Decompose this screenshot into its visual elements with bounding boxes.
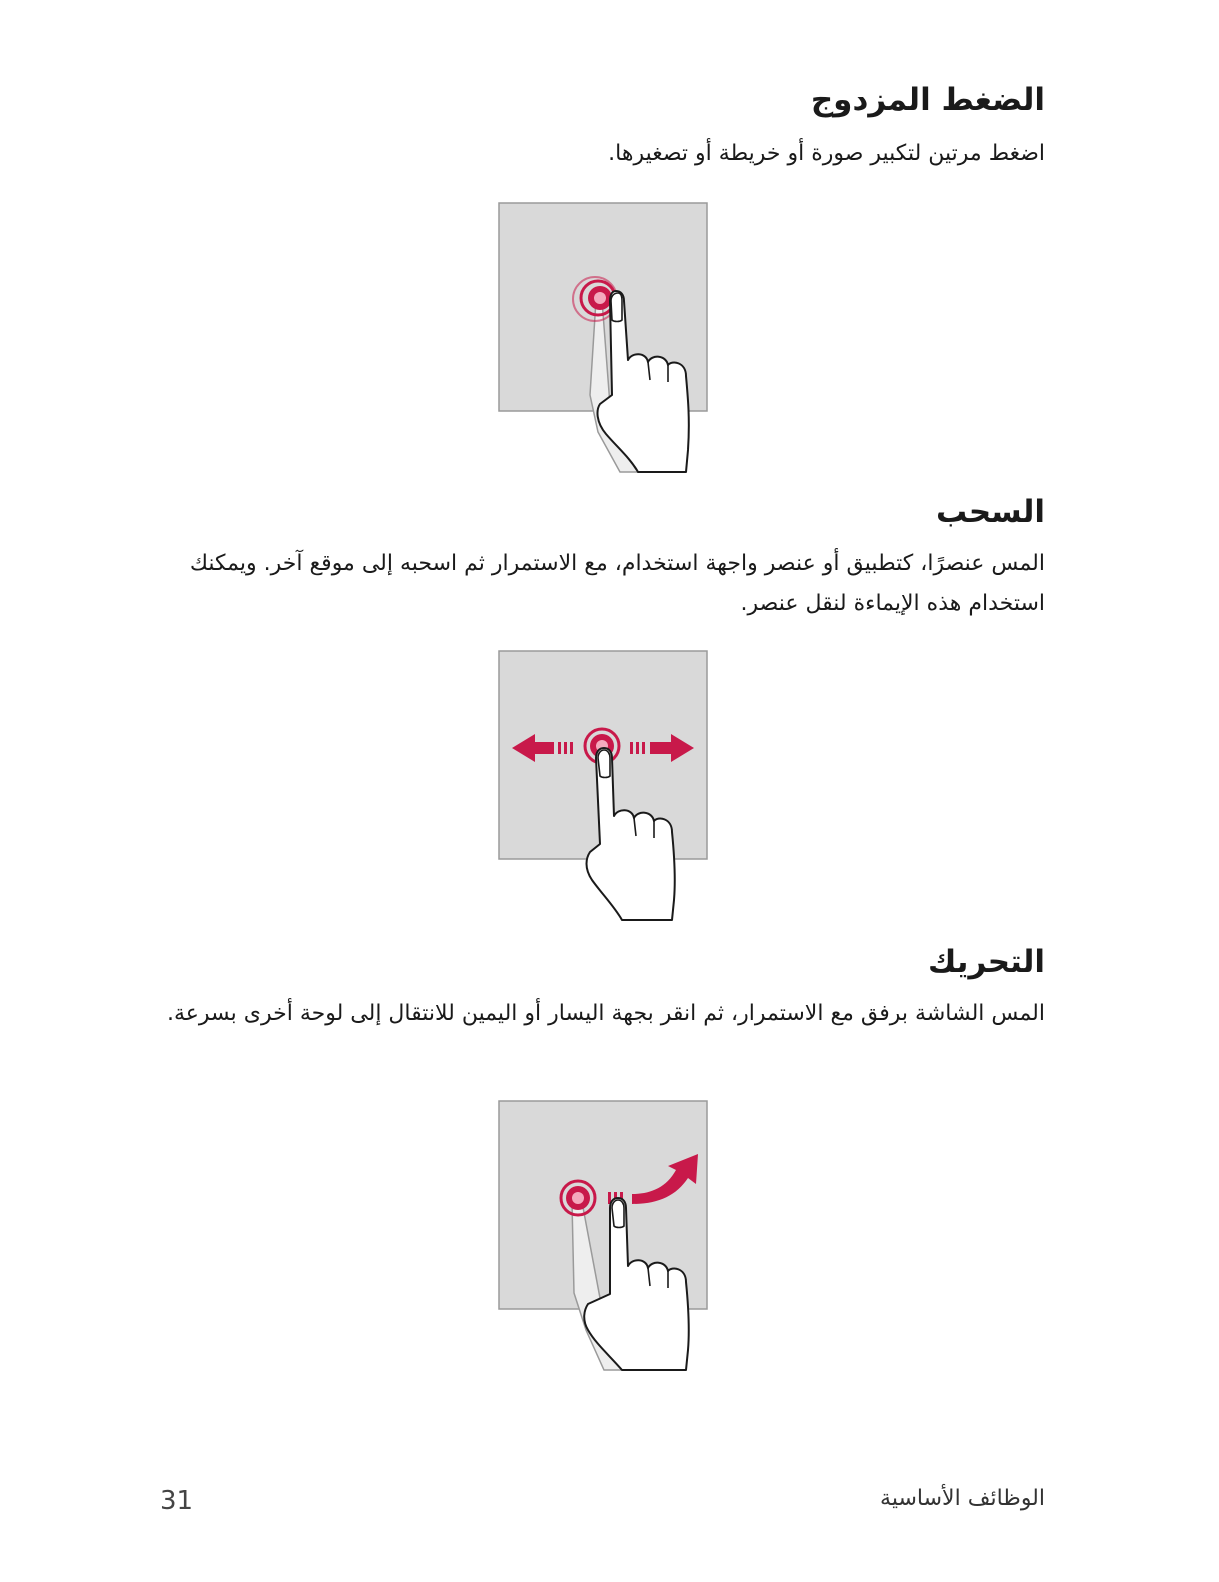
swipe-gesture-icon (490, 1098, 720, 1378)
page-number: 31 (160, 1486, 194, 1516)
section-title-drag: السحب (936, 494, 1045, 530)
section-body-double-tap: اضغط مرتين لتكبير صورة أو خريطة أو تصغيرها. (608, 141, 1045, 166)
section-body-swipe: المس الشاشة برفق مع الاستمرار، ثم انقر بجهة اليسار أو اليمين للانتقال إلى لوحة أخرى بسرعة. (166, 1001, 1045, 1026)
drag-gesture-icon (490, 648, 720, 928)
section-body-drag: المس عنصرًا، كتطبيق أو عنصر واجهة استخدام، مع الاستمرار ثم اسحبه إلى موقع آخر. ويمكنك استخدام هذه الإيماءة لنقل عنصر. (189, 551, 1045, 616)
footer-section-name: الوظائف الأساسية (880, 1486, 1045, 1511)
section-title-double-tap: الضغط المزدوج (810, 82, 1045, 118)
double-tap-gesture-icon (490, 200, 720, 480)
section-title-swipe: التحريك (927, 944, 1045, 980)
